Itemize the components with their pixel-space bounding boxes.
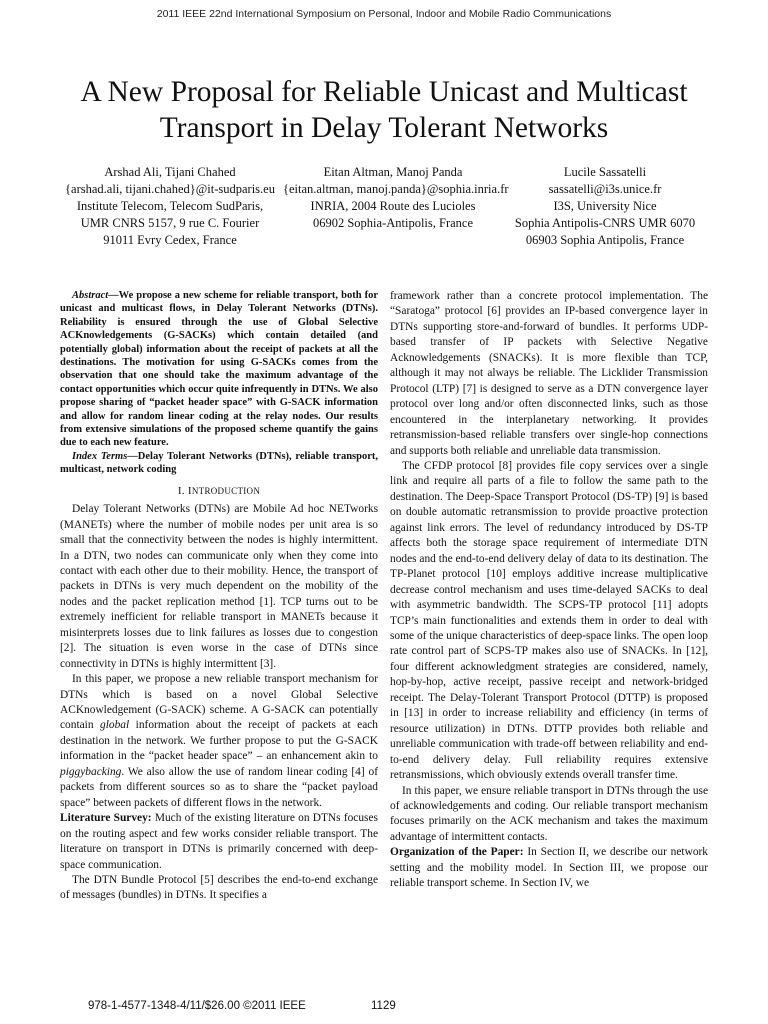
author-names: Arshad Ali, Tijani Chahed xyxy=(104,165,236,179)
paragraph: The CFDP protocol [8] provides file copy services over a single link and require all parts of a file to follow the same path to the destination. The Deep-Space Transport Protocol (DS-TP) [9] is based on double automatic retransmission to provide proactive protection against link errors. The level of redundancy introduced by DS-TP affects both the storage space requirement of intermediate DTN nodes and the end-to-end delivery delay of data to its destination. The TP-Planet protocol [10] employs additive increase multiplicative decrease control mechanism and uses time-delayed SACKs to deal with asymmetric bandwidth. The SCPS-TP protocol [11] adopts TCP’s main functionalities and extends them in order to deal with some of the unique characteristics of deep-space links. The open loop rate control part of SCPS-TP makes also use of SNACKs. In [12], four different acknowledgment strategies are considered, namely, hop-by-hop, active receipt, passive receipt and network-bridged receipt. The Delay-Tolerant Transport Protocol (DTTP) is proposed in [13] in order to increase reliability and efficiency (in terms of resource utilization) in DTNs. DTTP provides both reliable and unreliable communication with trade-off between reliability and end-to-end delivery delay. Full reliability requires extensive retransmissions, which obviously extends overall transfer time. xyxy=(390,459,709,782)
run-in-heading: Literature Survey: xyxy=(60,812,152,825)
author-affiliation: 06903 Sophia Antipolis, France xyxy=(525,233,685,247)
footer-copyright: 978-1-4577-1348-4/11/$26.00 ©2011 IEEE xyxy=(88,1000,306,1012)
section-title-rest: NTRODUCTION xyxy=(191,485,261,496)
paragraph-text: In this paper, we propose a new reliable transport mechanism for DTNs which is based on a novel Global Selective ACKnowledgement (G-SACK) scheme. A G-SACK can potentially contain xyxy=(60,673,378,732)
paragraph: Delay Tolerant Networks (DTNs) are Mobile Ad hoc NETworks (MANETs) where the number of mobile nodes per unit area is so small that the connectivity between the nodes is highly intermittent. In a DTN, two nodes can communicate only when they come into contact with each other due to their mobility. Hence, the transport of packets in DTNs is very much dependent on the mobility of the nodes and the packet replication method [1]. TCP turns out to be extremely inefficient for reliable transport in MANETs because it misinterprets losses due to link failures as losses due to congestion [2]. The situation is even worse in the case of DTNs since connectivity in DTNs is highly intermittent [3]. xyxy=(60,503,378,670)
paragraph-text: information about the receipt of packets at each destination in the network. We further propose to put the G-SACK information in the “packet header space” – an enhancement akin to xyxy=(60,719,378,763)
emphasis-global: global xyxy=(100,719,130,732)
author-names: Eitan Altman, Manoj Panda xyxy=(323,165,463,179)
paragraph xyxy=(60,811,378,873)
author-email: sassatelli@i3s.unice.fr xyxy=(548,182,662,196)
paper-title xyxy=(30,74,738,146)
page-number: 1129 xyxy=(371,1000,396,1012)
author-affiliation: Sophia Antipolis-CNRS UMR 6070 xyxy=(514,216,696,230)
author-block-1 xyxy=(45,164,295,249)
title-line-2: Transport in Delay Tolerant Networks xyxy=(159,112,609,144)
author-affiliation: Institute Telecom, Telecom SudParis, xyxy=(76,199,264,213)
abstract-label: Abstract xyxy=(72,290,109,301)
title-line-1: A New Proposal for Reliable Unicast and Multicast xyxy=(80,76,688,108)
paragraph xyxy=(60,672,378,811)
author-affiliation: I3S, University Nice xyxy=(553,199,657,213)
paragraph: The DTN Bundle Protocol [5] describes the end-to-end exchange of messages (bundles) in DTNs. It specifies a xyxy=(60,874,378,902)
author-block-3 xyxy=(500,164,710,249)
index-terms-label: Index Terms xyxy=(72,450,128,462)
author-affiliation: 91011 Evry Cedex, France xyxy=(103,233,237,247)
author-affiliation: UMR CNRS 5157, 9 rue C. Fourier xyxy=(80,216,260,230)
paragraph: framework rather than a concrete protocol implementation. The “Saratoga” protocol [6] provides an IP-based convergence layer in DTNs supporting store-and-forward of bundles. It performs UDP-based transfer of IP packets with Selective Negative Acknowledgements (SNACKs). It is more flexible than TCP, although it may not always be reliable. The Licklider Transmission Protocol (LTP) [7] is designed to serve as a DTN convergence layer protocol over long and/or often disconnected links, such as those encountered in the interplanetary networking. It provides retransmission-based reliable transfers over single-hop connections and supports both reliable and unreliable data transmission. xyxy=(390,290,708,457)
section-number: I. I xyxy=(177,484,192,497)
right-column xyxy=(390,289,708,892)
author-email: {eitan.altman, manoj.panda}@sophia.inria.fr xyxy=(283,182,509,196)
run-in-heading: Organization of the Paper: xyxy=(390,846,524,859)
index-terms-dash: — xyxy=(127,450,138,462)
emphasis-piggybacking: piggybacking xyxy=(60,765,122,778)
abstract xyxy=(60,289,378,450)
paragraph xyxy=(390,845,708,891)
abstract-dash: — xyxy=(108,290,119,301)
author-affiliation: INRIA, 2004 Route des Lucioles xyxy=(310,199,476,213)
index-terms-text: Delay Tolerant Networks (DTNs), reliable transport, multicast, network coding xyxy=(60,450,378,476)
section-heading-introduction xyxy=(60,484,378,499)
abstract-text: We propose a new scheme for reliable transport, both for unicast and multicast flows, in Delay Tolerant Networks (DTNs). Reliability is ensured through the use of Global Selective ACKnowledgements (G-SACKs) which contain detailed (and potentially global) information about the receipt of packets at all the destinations. The motivation for using G-SACKs comes from the observation that one should take the maximum advantage of the contact opportunities which occur quite infrequently in DTNs. We also propose sharing of “packet header space” with G-SACK information and allow for random linear coding at the relay nodes. Our results from extensive simulations of the proposed scheme quantify the gains due to each new feature. xyxy=(60,290,378,449)
paragraph: In this paper, we ensure reliable transport in DTNs through the use of acknowledgements and coding. Our reliable transport mechanism focuses primarily on the ACK mechanism and takes the maximum advantage of intermittent contacts. xyxy=(390,784,708,843)
conference-header: 2011 IEEE 22nd International Symposium on Personal, Indoor and Mobile Radio Communications xyxy=(156,8,612,20)
paragraph-text: Much of the existing literature on DTNs focuses on the routing aspect and few works consider reliable transport. The literature on transport in DTNs is primarily concerned with deep-space communication. xyxy=(60,812,378,871)
paragraph-text: . We also allow the use of random linear coding [4] of packets from different sources so as to share the “packet payload space” between packets of different flows in the network. xyxy=(60,765,378,809)
index-terms xyxy=(60,450,378,477)
author-block-2 xyxy=(283,164,509,232)
author-email: {arshad.ali, tijani.chahed}@it-sudparis.eu xyxy=(65,182,275,196)
paragraph-text: In Section II, we describe our network setting and the mobility model. In Section III, we propose our reliable transport scheme. In Section IV, we xyxy=(390,846,708,890)
author-names: Lucile Sassatelli xyxy=(563,165,647,179)
author-affiliation: 06902 Sophia-Antipolis, France xyxy=(312,216,474,230)
left-column xyxy=(60,289,378,904)
